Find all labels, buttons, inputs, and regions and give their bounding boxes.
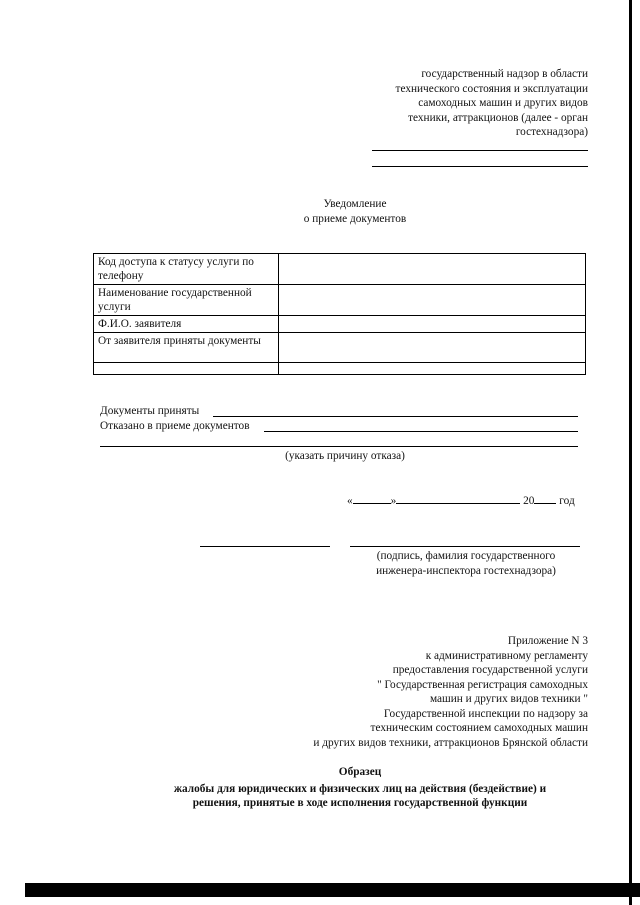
date-line [347, 491, 575, 509]
table-cell-value [279, 363, 586, 375]
page-edge [629, 0, 632, 905]
appendix-line: к административному регламенту [425, 649, 588, 662]
appendix-line: и других видов техники, аттракционов Брянской области [313, 736, 588, 749]
table-cell-value [279, 316, 586, 333]
name-blank-line [350, 546, 580, 547]
notice-title [210, 197, 500, 226]
table-row [94, 254, 586, 285]
table-cell-label [94, 363, 279, 375]
title-line-2: о приеме документов [303, 212, 407, 225]
date-year-prefix: 20 [523, 495, 535, 507]
table-cell-label: Наименование государственной услуги [94, 285, 279, 316]
signature-caption-line-1: (подпись, фамилия государственного [376, 550, 556, 562]
table-row [94, 333, 586, 363]
table-cell-label: Ф.И.О. заявителя [94, 316, 279, 333]
sample-line-1: жалобы для юридических и физических лиц на действия (бездействие) и [173, 782, 547, 795]
date-day-blank [353, 491, 391, 504]
date-open-quote: « [347, 495, 353, 507]
accepted-blank-line [213, 416, 578, 417]
appendix-line: предоставления государственной услуги [392, 664, 588, 676]
table-row [94, 363, 586, 375]
reason-caption: (указать причину отказа) [285, 450, 405, 462]
date-year-blank [534, 491, 556, 504]
title-line-1: Уведомление [323, 198, 387, 210]
table-cell-value [279, 254, 586, 285]
header-line: технического состояния и эксплуатации [395, 82, 588, 95]
appendix-header [313, 634, 588, 750]
refused-blank-line [264, 431, 578, 432]
appendix-line: Государственной инспекции по надзору за [383, 707, 588, 720]
notice-table [93, 253, 586, 375]
table-row [94, 316, 586, 333]
recipient-header [396, 67, 588, 140]
appendix-line: техническим состоянием самоходных машин [370, 722, 588, 734]
table-cell-label: Код доступа к статусу услуги по телефону [94, 254, 279, 285]
date-month-blank [396, 491, 520, 504]
refused-label: Отказано в приеме документов [100, 420, 250, 432]
table-cell-value [279, 285, 586, 316]
header-blank-line-1 [372, 150, 588, 151]
accepted-label: Документы приняты [100, 405, 200, 417]
table-row [94, 285, 586, 316]
sample-line-2: решения, принятые в ходе исполнения государственной функции [192, 797, 528, 809]
signature-caption [350, 549, 582, 578]
sample-title [140, 765, 580, 811]
date-close-quote: » [390, 495, 397, 507]
table-cell-value [279, 333, 586, 363]
header-line: самоходных машин и других видов [418, 97, 588, 109]
signature-caption-line-2: инженера-инспектора гостехнадзора) [376, 564, 556, 577]
header-line: государственный надзор в области [421, 68, 588, 80]
header-line: техники, аттракционов (далее - орган [408, 111, 588, 124]
header-blank-line-2 [372, 166, 588, 167]
reason-blank-line [100, 446, 578, 447]
sample-title-word: Образец [338, 766, 382, 778]
header-line: гостехнадзора) [515, 126, 588, 138]
appendix-line: Приложение N 3 [507, 635, 588, 647]
appendix-line: " Государственная регистрация самоходных [377, 678, 588, 691]
table-cell-label: От заявителя приняты документы [94, 333, 279, 363]
scan-bottom-edge [25, 883, 640, 897]
appendix-line: машин и других видов техники " [429, 693, 588, 705]
date-year-suffix: год [559, 495, 575, 507]
signature-blank-line [200, 546, 330, 547]
